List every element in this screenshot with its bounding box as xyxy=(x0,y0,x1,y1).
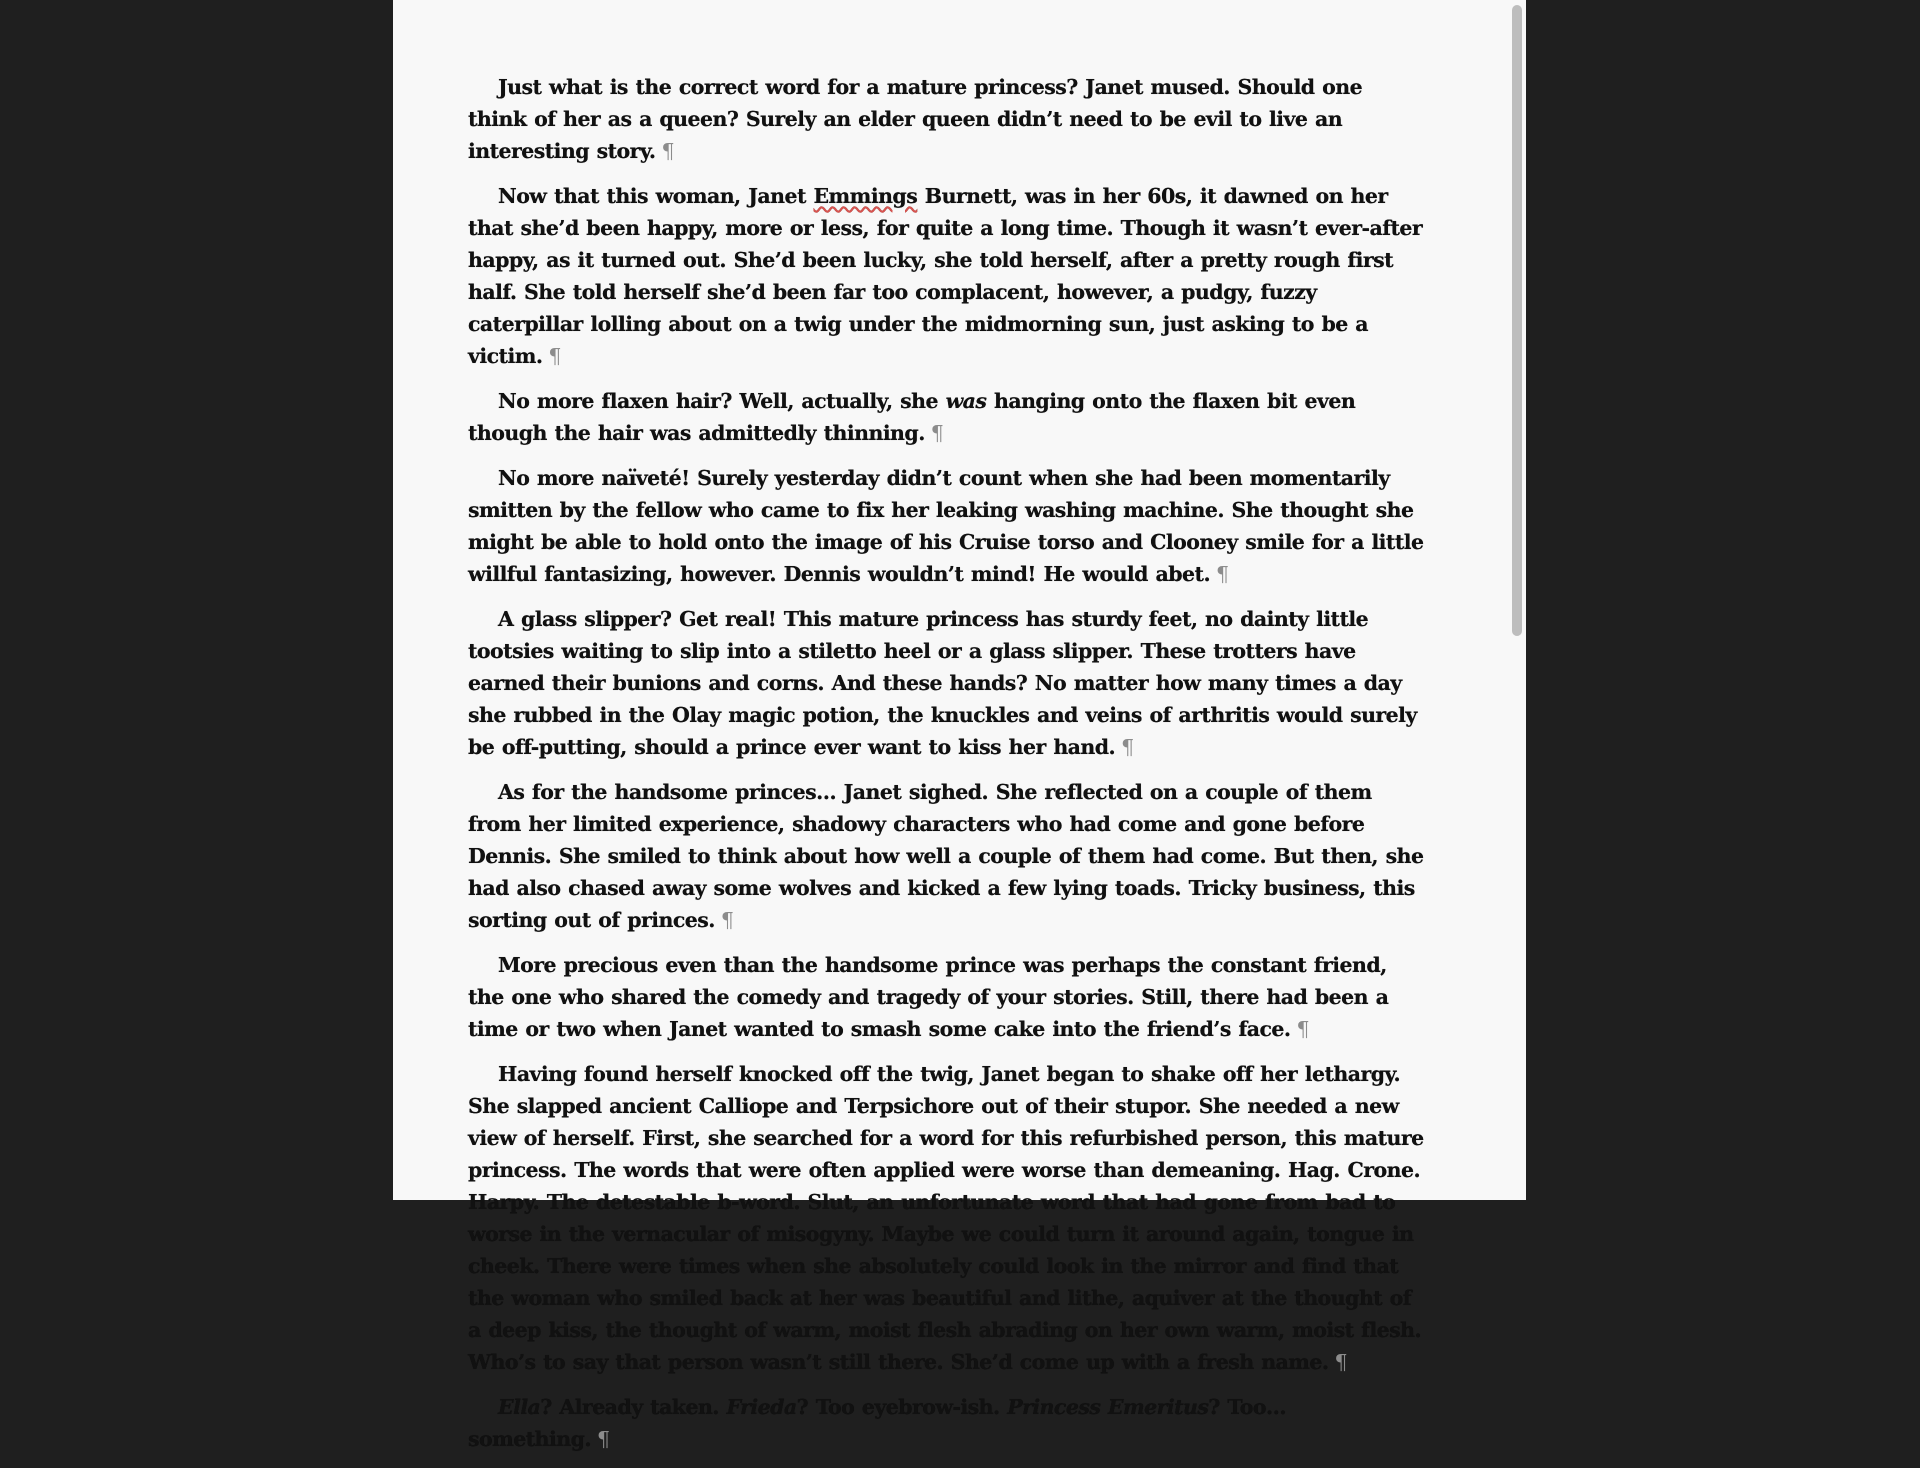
pilcrow-mark: ¶ xyxy=(548,344,561,368)
pilcrow-mark: ¶ xyxy=(930,421,944,445)
text-run: ? Too eyebrow-ish. xyxy=(796,1395,1008,1419)
text-run: Burnett, was in her 60s, it dawned on her that she’d been happy, more or less, for quite a long time. Though it wasn’t ever-after happy, as it turned out. She’d been lucky, she told herself, after a pretty rough first half. She told herself she’d been far too complacent, however, a pudgy, fuzzy caterpillar lolling about on a twig under the midmorning sun, just asking to be a victim. xyxy=(468,184,1423,368)
vertical-scrollbar[interactable] xyxy=(1510,0,1526,1200)
pilcrow-mark: ¶ xyxy=(1216,562,1229,586)
text-run: Now that this woman, Janet xyxy=(498,184,814,208)
text-run: Having found herself knocked off the twig, Janet began to shake off her lethargy. She slapped ancient Calliope and Terpsichore out of their stupor. She needed a new view of herself. First, she searched for a word for this refurbished person, this mature princess. The words that were often applied were worse than demeaning. Hag. Crone. Harpy. The detestable b-word. Slut, an unfortunate word that had gone from bad to worse in the vernacular of misogyny. Maybe we could turn it around again, tongue in cheek. There were times when she absolutely could look in the mirror and find that the woman who smiled back at her was beautiful and lithe, aquiver at the thought of a deep kiss, the thought of warm, moist flesh abrading on her own warm, moist flesh. Who’s to say that person wasn’t still there. She’d come up with a fresh name. xyxy=(468,1062,1424,1374)
text-run: ? Already taken. xyxy=(540,1395,727,1419)
paragraph[interactable] xyxy=(468,71,1426,167)
text-run: A glass slipper? Get real! This mature princess has sturdy feet, no dainty little tootsies waiting to slip into a stiletto heel or a glass slipper. These trotters have earned their bunions and corns. And these hands? No matter how many times a day she rubbed in the Olay magic potion, the knuckles and veins of arthritis would surely be off-putting, should a prince ever want to kiss her hand. xyxy=(468,607,1417,759)
italic-text-run: Princess Emeritus xyxy=(1007,1395,1209,1419)
pilcrow-mark: ¶ xyxy=(597,1427,610,1451)
paragraph[interactable] xyxy=(468,462,1426,590)
paragraph[interactable] xyxy=(468,776,1426,936)
document-body[interactable] xyxy=(468,71,1426,1468)
text-run: hanging onto the flaxen bit even though the hair was admittedly thinning. xyxy=(468,389,1356,445)
paragraph[interactable] xyxy=(468,385,1426,449)
misspelled-word: Emmings xyxy=(813,184,918,208)
italic-text-run: was xyxy=(945,389,987,413)
text-run: No more naïveté! Surely yesterday didn’t count when she had been momentarily smitten by the fellow who came to fix her leaking washing machine. She thought she might be able to hold onto the image of his Cruise torso and Clooney smile for a little willful fantasizing, however. Dennis wouldn’t mind! He would abet. xyxy=(468,466,1424,586)
paragraph[interactable] xyxy=(468,180,1426,372)
text-run: Just what is the correct word for a mature princess? Janet mused. Should one think of her as a queen? Surely an elder queen didn’t need to be evil to live an interesting story. xyxy=(468,75,1363,163)
paragraph[interactable] xyxy=(468,1058,1426,1378)
pilcrow-mark: ¶ xyxy=(720,908,734,932)
paragraph[interactable] xyxy=(468,1391,1426,1455)
pilcrow-mark: ¶ xyxy=(661,139,675,163)
pilcrow-mark: ¶ xyxy=(1334,1350,1348,1374)
italic-text-run: Frieda xyxy=(726,1395,797,1419)
paragraph[interactable] xyxy=(468,603,1426,763)
italic-text-run: Ella xyxy=(498,1395,541,1419)
text-run: As for the handsome princes… Janet sighed. She reflected on a couple of them from her limited experience, shadowy characters who had come and gone before Dennis. She smiled to think about how well a couple of them had come. But then, she had also chased away some wolves and kicked a few lying toads. Tricky business, this sorting out of princes. xyxy=(468,780,1424,932)
text-run: ? Too…something. xyxy=(468,1395,1286,1451)
text-run: No more flaxen hair? Well, actually, she xyxy=(498,389,946,413)
paragraph[interactable] xyxy=(468,949,1426,1045)
pilcrow-mark: ¶ xyxy=(1296,1017,1309,1041)
document-page[interactable] xyxy=(393,0,1526,1451)
text-run: More precious even than the handsome prince was perhaps the constant friend, the one who shared the comedy and tragedy of your stories. Still, there had been a time or two when Janet wanted to smash some cake into the friend’s face. xyxy=(468,953,1389,1041)
pilcrow-mark: ¶ xyxy=(1121,735,1134,759)
scrollbar-thumb[interactable] xyxy=(1512,5,1522,636)
